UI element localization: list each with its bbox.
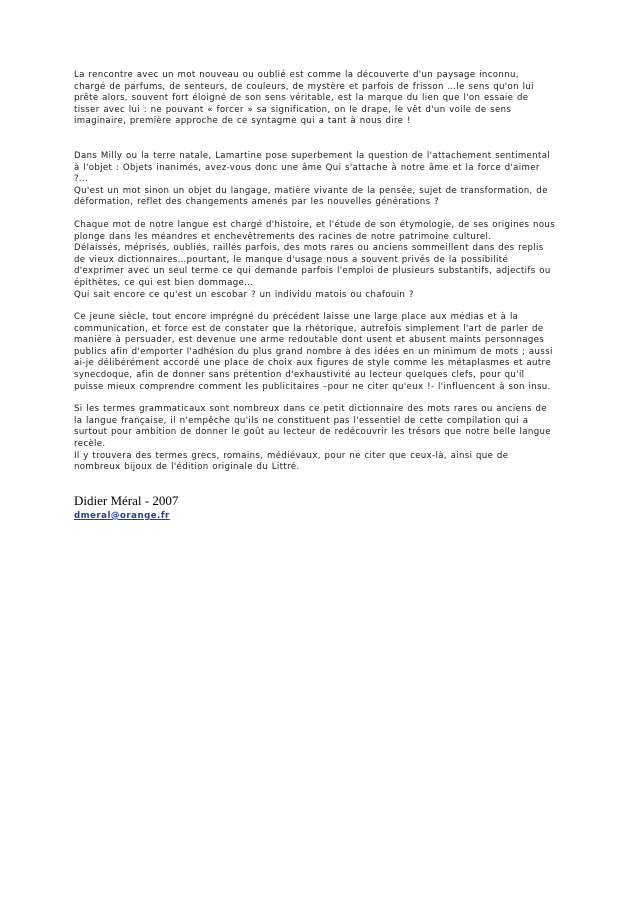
signature-author: Didier Méral - 2007	[74, 492, 179, 508]
text-line: déformation, reflet des changements amenés par les nouvelles générations ?	[74, 197, 440, 208]
text-line: Qui sait encore ce qu'est un escobar ? un individu matois ou chafouin ?	[74, 289, 414, 300]
text-line: imaginaire, première approche de ce syntagme qui a tant à nous dire !	[74, 116, 411, 127]
text-line: nombreux bijoux de l'édition originale du Littré.	[74, 462, 300, 473]
text-line: synecdoque, afin de donner sans prétention d'exhaustivité au lecteur quelques clefs, pour qu'il	[74, 370, 525, 381]
text-line: Dans Milly ou la terre natale, Lamartine pose superbement la question de l'attachement sentimental	[74, 150, 551, 161]
paragraph-rhetoric	[74, 312, 568, 393]
signature-spacer	[74, 474, 568, 493]
text-line: chargé de parfums, de senteurs, de couleurs, de mystère et parfois de frisson …le sens qu'on lui	[74, 81, 534, 92]
text-line: à l'objet : Objets inanimés, avez-vous donc une âme Qui s'attache à notre âme et la force d'aimer	[74, 162, 540, 173]
text-line: recèle.	[74, 439, 106, 450]
text-line: puisse mieux comprendre comment les publicitaires –pour ne citer qu'eux !- l'influencent à son insu.	[74, 381, 551, 392]
paragraph-spacer	[74, 393, 568, 404]
text-line: Si les termes grammaticaux sont nombreux dans ce petit dictionnaire des mots rares ou anciens de	[74, 404, 547, 415]
text-line: Ce jeune siècle, tout encore imprégné du précédent laisse une large place aux médias et à la	[74, 312, 519, 323]
text-line: ?...	[74, 174, 89, 185]
text-line: prête alors, souvent fort éloigné de son sens véritable, est la marque du lien que l'on essaie de	[74, 93, 529, 104]
text-line: de vieux dictionnaires…pourtant, le manque d'usage nous a souvent privés de la possibilité	[74, 254, 509, 265]
text-line: surtout pour ambition de donner le goût au lecteur de redécouvrir les trésors que notre belle langue	[74, 427, 551, 438]
text-line: La rencontre avec un mot nouveau ou oublié est comme la découverte d'un paysage inconnu,	[74, 70, 519, 80]
paragraph-spacer	[74, 209, 568, 220]
text-line: épithètes, ce qui est bien dommage…	[74, 277, 254, 288]
paragraph-spacer	[74, 128, 568, 151]
text-line: Il y trouvera des termes grecs, romains, médiévaux, pour ne citer que ceux-là, ainsi que de	[74, 450, 509, 461]
text-line: Qu'est un mot sinon un objet du langage, matière vivante de la pensée, sujet de transformation, de	[74, 185, 548, 196]
text-line: ai-je délibérément accordé une place de choix aux figures de style comme les métaplasmes et autre	[74, 358, 551, 369]
text-line: Chaque mot de notre langue est chargé d'histoire, et l'étude de son étymologie, de ses origines nous	[74, 219, 556, 230]
document-page	[74, 70, 568, 522]
text-line: plonge dans les méandres et enchevêtrements des racines de notre patrimoine culturel.	[74, 231, 492, 242]
text-line: la langue française, il n'empêche qu'ils ne constituent pas l'essentiel de cette compilation qui a	[74, 415, 529, 426]
paragraph-etymology	[74, 220, 568, 301]
email-link[interactable]: dmeral@orange.fr	[74, 510, 170, 521]
paragraph-grammar	[74, 404, 568, 474]
text-line: tisser avec lui : ne pouvant « forcer » sa signification, on le drape, le vêt d'un voile de sens	[74, 104, 512, 115]
paragraph-intro	[74, 70, 568, 128]
text-line: Délaissés, méprisés, oubliés, raillés parfois, des mots rares ou anciens sommeillent dans des replis	[74, 243, 544, 254]
paragraph-lamartine	[74, 151, 568, 209]
text-line: publics afin d'emporter l'adhésion du plus grand nombre à des idées en un minimum de mots ; aussi	[74, 346, 553, 357]
text-line: d'exprimer avec un seul terme ce qui demande parfois l'emploi de plusieurs substantifs, adjectifs ou	[74, 266, 551, 277]
text-line: manière à persuader, est devenue une arme redoutable dont usent et abusent maints personnages	[74, 335, 545, 346]
paragraph-spacer	[74, 301, 568, 312]
text-line: communication, et force est de constater que la rhétorique, autrefois simplement l'art de parler de	[74, 323, 544, 334]
